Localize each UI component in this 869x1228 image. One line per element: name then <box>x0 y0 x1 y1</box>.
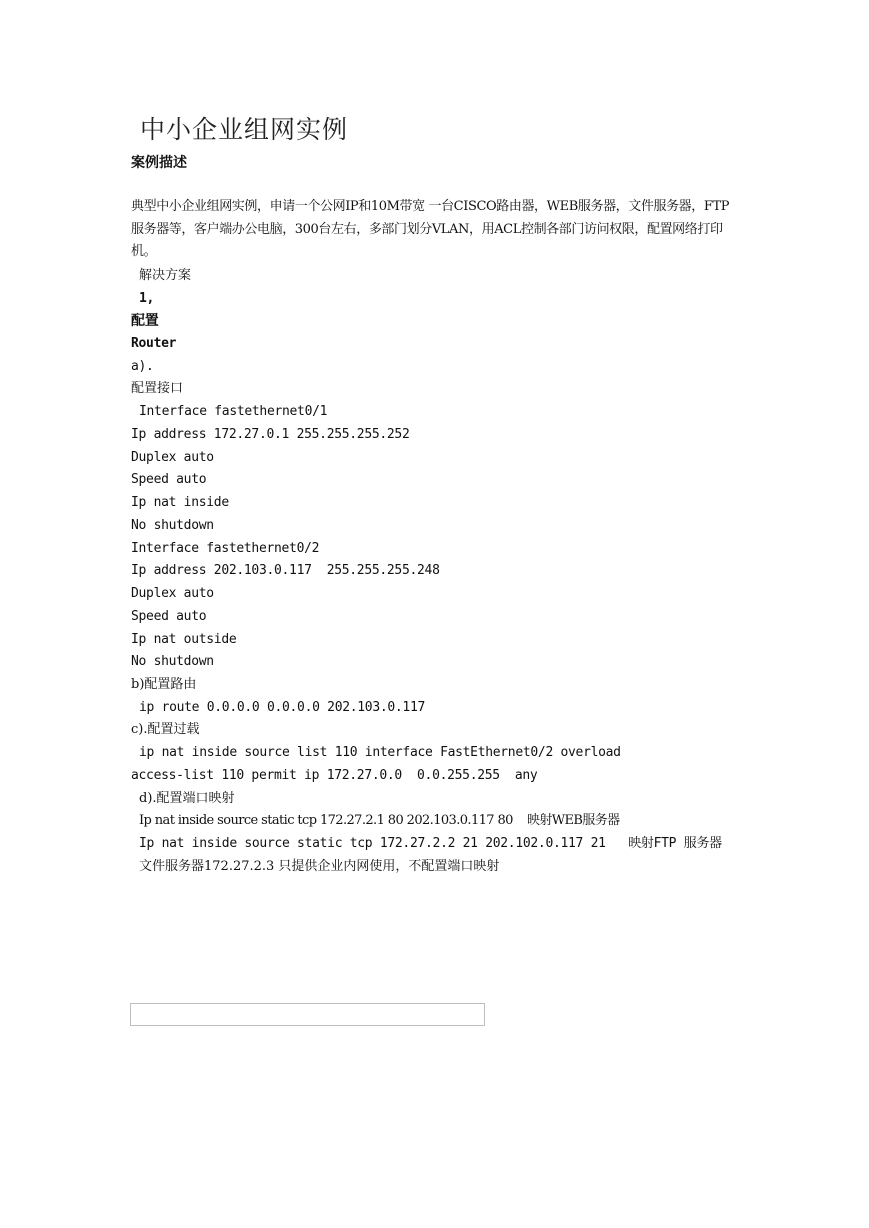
interface-1-speed-line: Speed auto <box>131 472 207 487</box>
step-b-label: b)配置路由 <box>131 677 197 692</box>
interface-2-line: Interface fastethernet0/2 <box>131 541 320 556</box>
router-heading: Router <box>131 336 177 351</box>
interface-2-speed-line: Speed auto <box>131 609 207 624</box>
case-description-heading: 案例描述 <box>131 155 187 171</box>
case-description-paragraph: 典型中小企业组网实例，申请一个公网IP和10M带宽 一台CISCO路由器，WEB服务器，文件服务器，FTP服务器等，客户端办公电脑，300台左右，多部门划分VLAN，用ACL控制各部门访问权限，配置网络打印机。 <box>131 199 730 259</box>
interface-1-line: Interface fastethernet0/1 <box>139 404 328 419</box>
route-command-line: ip route 0.0.0.0 0.0.0.0 202.103.0.117 <box>139 700 426 715</box>
config-heading: 配置 <box>131 313 159 329</box>
interface-2-noshut-line: No shutdown <box>131 654 214 669</box>
interface-2-nat-line: Ip nat outside <box>131 632 237 647</box>
interface-2-ip-line: Ip address 202.103.0.117 255.255.255.248 <box>131 563 440 578</box>
step-a-label: a). <box>131 359 154 374</box>
interface-1-nat-line: Ip nat inside <box>131 495 229 510</box>
empty-footer-box <box>130 1003 485 1026</box>
port-map-web-line: Ip nat inside source static tcp 172.27.2.1 80 202.103.0.117 80 映射WEB服务器 <box>139 813 620 828</box>
solution-label: 解决方案 <box>139 268 192 283</box>
interface-1-duplex-line: Duplex auto <box>131 450 214 465</box>
nat-overload-line: ip nat inside source list 110 interface FastEthernet0/2 overload <box>139 745 621 760</box>
step-one-label: 1, <box>139 291 155 306</box>
interface-2-duplex-line: Duplex auto <box>131 586 214 601</box>
interface-1-noshut-line: No shutdown <box>131 518 214 533</box>
step-d-label: d).配置端口映射 <box>139 791 235 806</box>
acl-command-line: access-list 110 permit ip 172.27.0.0 0.0.255.255 any <box>131 768 538 783</box>
document-title: 中小企业组网实例 <box>140 115 349 144</box>
port-map-ftp-line: Ip nat inside source static tcp 172.27.2.2 21 202.102.0.117 21 映射FTP 服务器 <box>139 836 722 851</box>
step-c-label: c).配置过载 <box>131 722 200 737</box>
interface-1-ip-line: Ip address 172.27.0.1 255.255.255.252 <box>131 427 410 442</box>
config-interface-label: 配置接口 <box>131 381 184 396</box>
file-server-note: 文件服务器172.27.2.3 只提供企业内网使用，不配置端口映射 <box>139 859 500 874</box>
